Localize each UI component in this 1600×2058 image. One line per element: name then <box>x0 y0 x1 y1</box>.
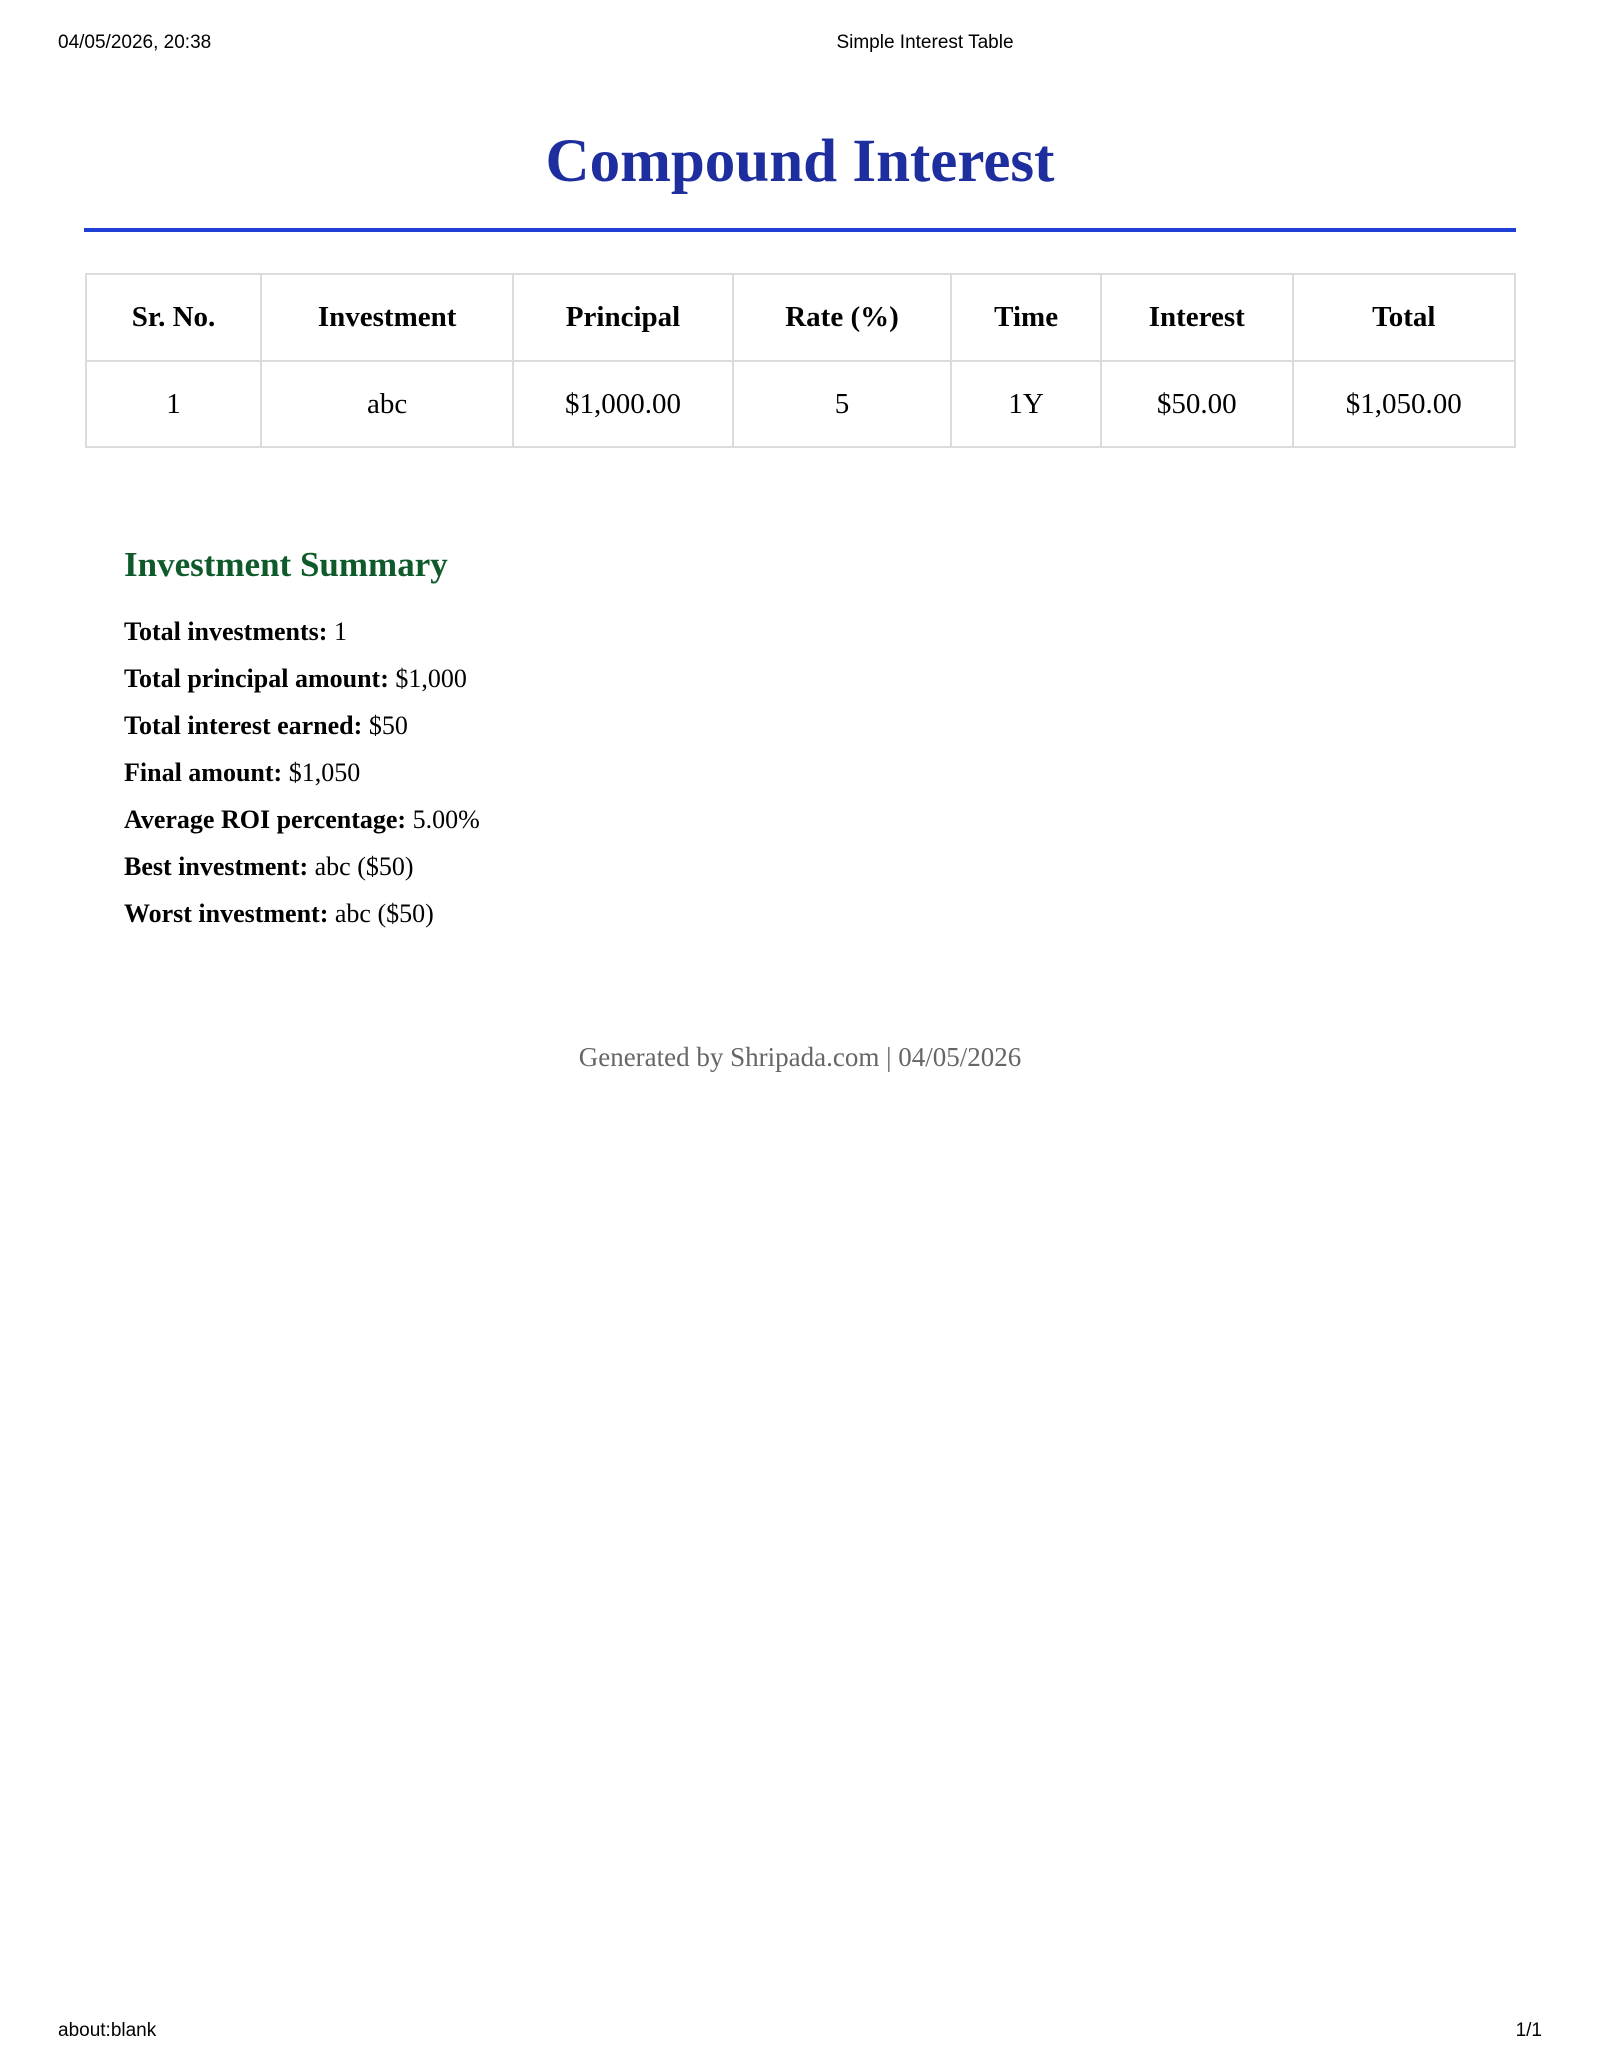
page-title: Compound Interest <box>545 128 1055 195</box>
summary-label: Worst investment: <box>124 899 329 928</box>
summary-label: Total interest earned: <box>124 711 363 740</box>
column-header-sr-no: Sr. No. <box>86 274 261 361</box>
generated-by-footer: Generated by Shripada.com | 04/05/2026 <box>578 1042 1022 1072</box>
summary-label: Best investment: <box>124 852 309 881</box>
summary-total-interest <box>124 702 1324 749</box>
cell-total: $1,050.00 <box>1293 361 1515 447</box>
summary-label: Average ROI percentage: <box>124 805 407 834</box>
cell-time: 1Y <box>951 361 1101 447</box>
cell-principal: $1,000.00 <box>513 361 732 447</box>
summary-heading: Investment Summary <box>124 545 448 584</box>
column-header-time: Time <box>951 274 1101 361</box>
print-footer <box>0 2020 1600 2044</box>
summary-label: Final amount: <box>124 758 283 787</box>
column-header-investment: Investment <box>261 274 513 361</box>
table-row <box>86 361 1515 447</box>
print-page-count: 1/1 <box>1515 2020 1542 2041</box>
summary-value: 1 <box>333 617 347 646</box>
summary-value: abc ($50) <box>314 852 414 881</box>
investment-summary <box>124 540 1324 937</box>
summary-value: $1,050 <box>288 758 361 787</box>
print-header <box>0 32 1600 56</box>
print-datetime: 04/05/2026, 20:38 <box>58 32 212 53</box>
summary-value: $50 <box>368 711 408 740</box>
table-header-row <box>86 274 1515 361</box>
summary-best-investment <box>124 843 1324 890</box>
cell-sr-no: 1 <box>86 361 261 447</box>
summary-final-amount <box>124 749 1324 796</box>
title-divider <box>84 228 1516 232</box>
column-header-principal: Principal <box>513 274 732 361</box>
summary-value: $1,000 <box>395 664 467 693</box>
column-header-total: Total <box>1293 274 1515 361</box>
cell-rate: 5 <box>733 361 952 447</box>
cell-interest: $50.00 <box>1101 361 1293 447</box>
cell-investment: abc <box>261 361 513 447</box>
column-header-rate: Rate (%) <box>733 274 952 361</box>
summary-label: Total principal amount: <box>124 664 389 693</box>
summary-value: 5.00% <box>412 805 480 834</box>
summary-value: abc ($50) <box>334 899 434 928</box>
summary-worst-investment <box>124 890 1324 937</box>
summary-total-principal <box>124 655 1324 702</box>
print-url: about:blank <box>58 2020 157 2041</box>
column-header-interest: Interest <box>1101 274 1293 361</box>
summary-label: Total investments: <box>124 617 328 646</box>
summary-total-investments <box>124 608 1324 655</box>
print-page-title: Simple Interest Table <box>836 32 1014 53</box>
interest-table <box>85 273 1516 448</box>
summary-average-roi <box>124 796 1324 843</box>
